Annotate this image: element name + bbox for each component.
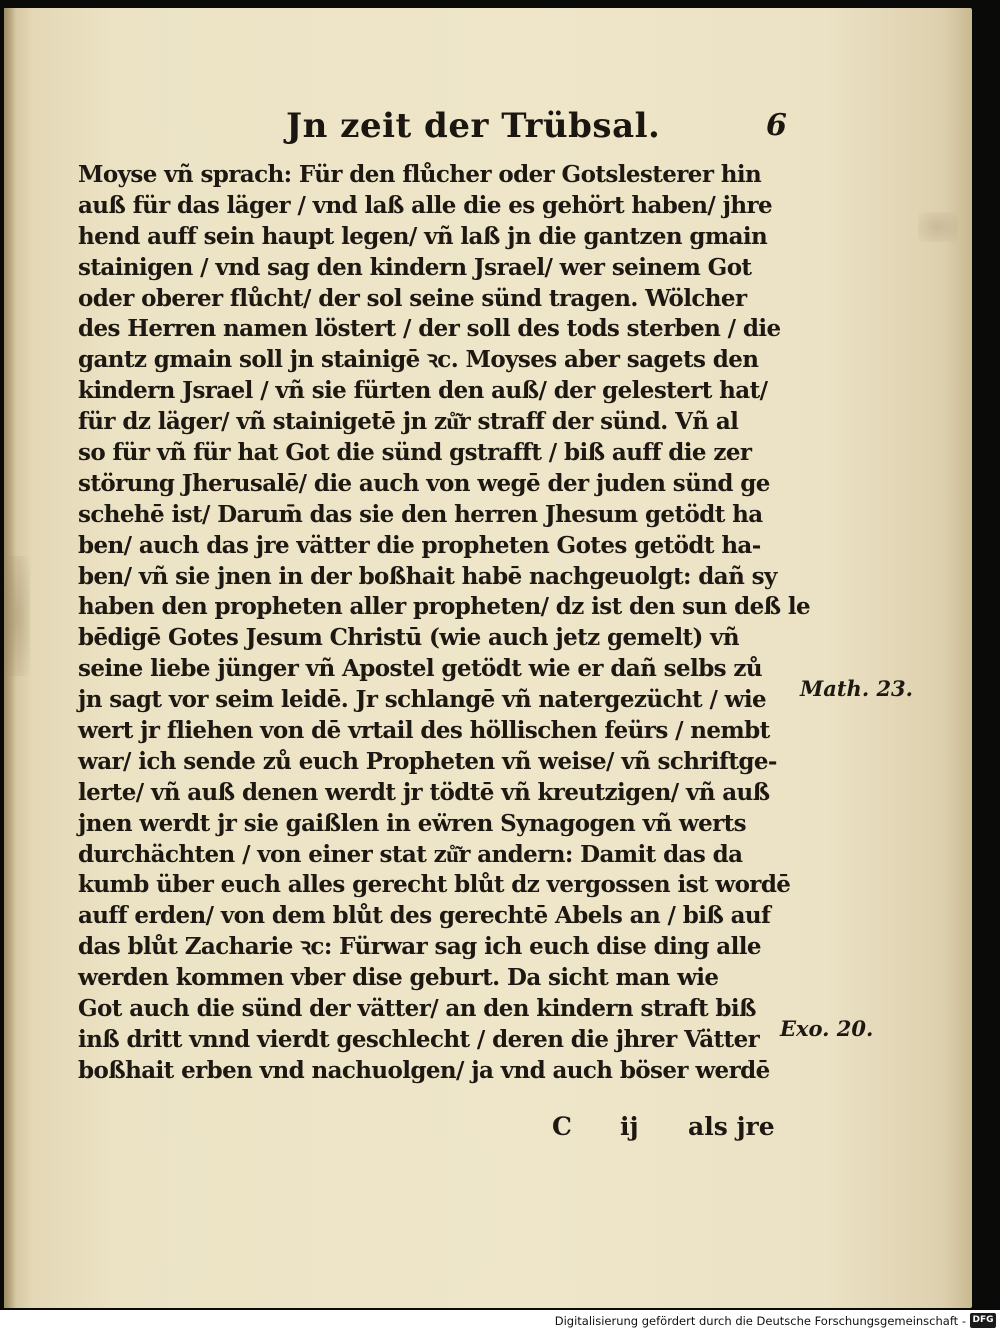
marginal-note-math: Math. 23. [800,676,913,701]
text-line: gantz gmain soll jn stainigē ꝛc. Moyses aber sagets den [78,346,759,374]
text-line: ben/ auch das jre vätter die propheten Gotes getödt ha- [78,531,761,559]
paper-stain [4,556,30,676]
text-line: Moyse vñ sprach: Für den flůcher oder Gotslesterer hin [78,161,762,188]
text-line: auff erden/ von dem blůt des gerechtē Abels an / biß auf [78,902,771,930]
signature-number: ij [620,1112,639,1141]
text-line: so für vñ für hat Got die sünd gstrafft / biß auff die zer [78,439,752,467]
text-line: auß für das läger / vnd laß alle die es gehört haben/ jhre [78,191,773,219]
marginal-note-exo: Exo. 20. [780,1016,874,1041]
paper-stain [918,212,958,242]
text-line: war/ ich sende zů euch Propheten vñ weise/ vñ schriftge- [78,747,777,775]
dfg-credit-text: Digitalisierung gefördert durch die Deutsche Forschungsgemeinschaft - [554,1314,966,1328]
catchword: als jre [688,1112,775,1141]
running-header: Jn zeit der Trübsal. [286,106,661,146]
text-line: haben den propheten aller propheten/ dz ist den sun deß le [78,593,811,621]
text-line: werden kommen vber dise geburt. Da sicht man wie [78,964,719,992]
text-line: bēdigē Gotes Jesum Christū (wie auch jetz gemelt) vñ [78,624,740,652]
text-line: jnen werdt jr sie gaißlen in eẅren Synagogen vñ werts [78,809,747,837]
text-line: durchächten / von einer stat zů͂r andern: Damit das da [78,840,743,868]
dfg-logo-icon: DFG [970,1313,996,1328]
text-line: des Herren namen löstert / der soll des tods sterben / die [78,315,781,343]
text-line: stainigen / vnd sag den kindern Jsrael/ wer seinem Got [78,253,752,281]
text-line: wert jr fliehen von dē vrtail des höllischen feürs / nembt [78,717,770,745]
text-line: oder oberer flůcht/ der sol seine sünd tragen. Wölcher [78,284,747,312]
text-line: kindern Jsrael / vñ sie fürten den auß/ der gelestert hat/ [78,377,768,405]
text-line: kumb über euch alles gerecht blůt dz vergossen ist wordē [78,871,791,899]
text-line: störung Jherusalē/ die auch von wegē der juden sünd ge [78,469,770,497]
text-line: das blůt Zacharie ꝛc: Fürwar sag ich euch dise ding alle [78,933,761,961]
text-line: lerte/ vñ auß denen werdt jr tödtē vñ kreutzigen/ vñ auß [78,778,770,806]
body-text [78,160,811,1087]
text-line: ben/ vñ sie jnen in der boßhait habē nachgeuolgt: dañ sy [78,562,777,590]
text-line: boßhait erben vnd nachuolgen/ ja vnd auch böser werdē [78,1056,770,1084]
text-line: seine liebe jünger vñ Apostel getödt wie er dañ selbs zů [78,655,763,683]
text-line: hend auff sein haupt legen/ vñ laß jn die gantzen gmain [78,222,768,250]
text-line: inß dritt vnnd vierdt geschlecht / deren die jhrer Vätter [78,1025,760,1053]
page-number: 6 [766,108,787,143]
text-line: schehē ist/ Darum̄ das sie den herren Jhesum getödt ha [78,500,763,528]
text-line: jn sagt vor seim leidē. Jr schlangē vñ natergezücht / wie [78,686,767,714]
text-line: für dz läger/ vñ stainigetē jn zů͂r straff der sünd. Vñ al [78,408,739,436]
text-line: Got auch die sünd der vätter/ an den kindern straft biß [78,995,756,1023]
signature-mark: C [552,1112,572,1141]
digitization-footer [0,1310,1000,1334]
